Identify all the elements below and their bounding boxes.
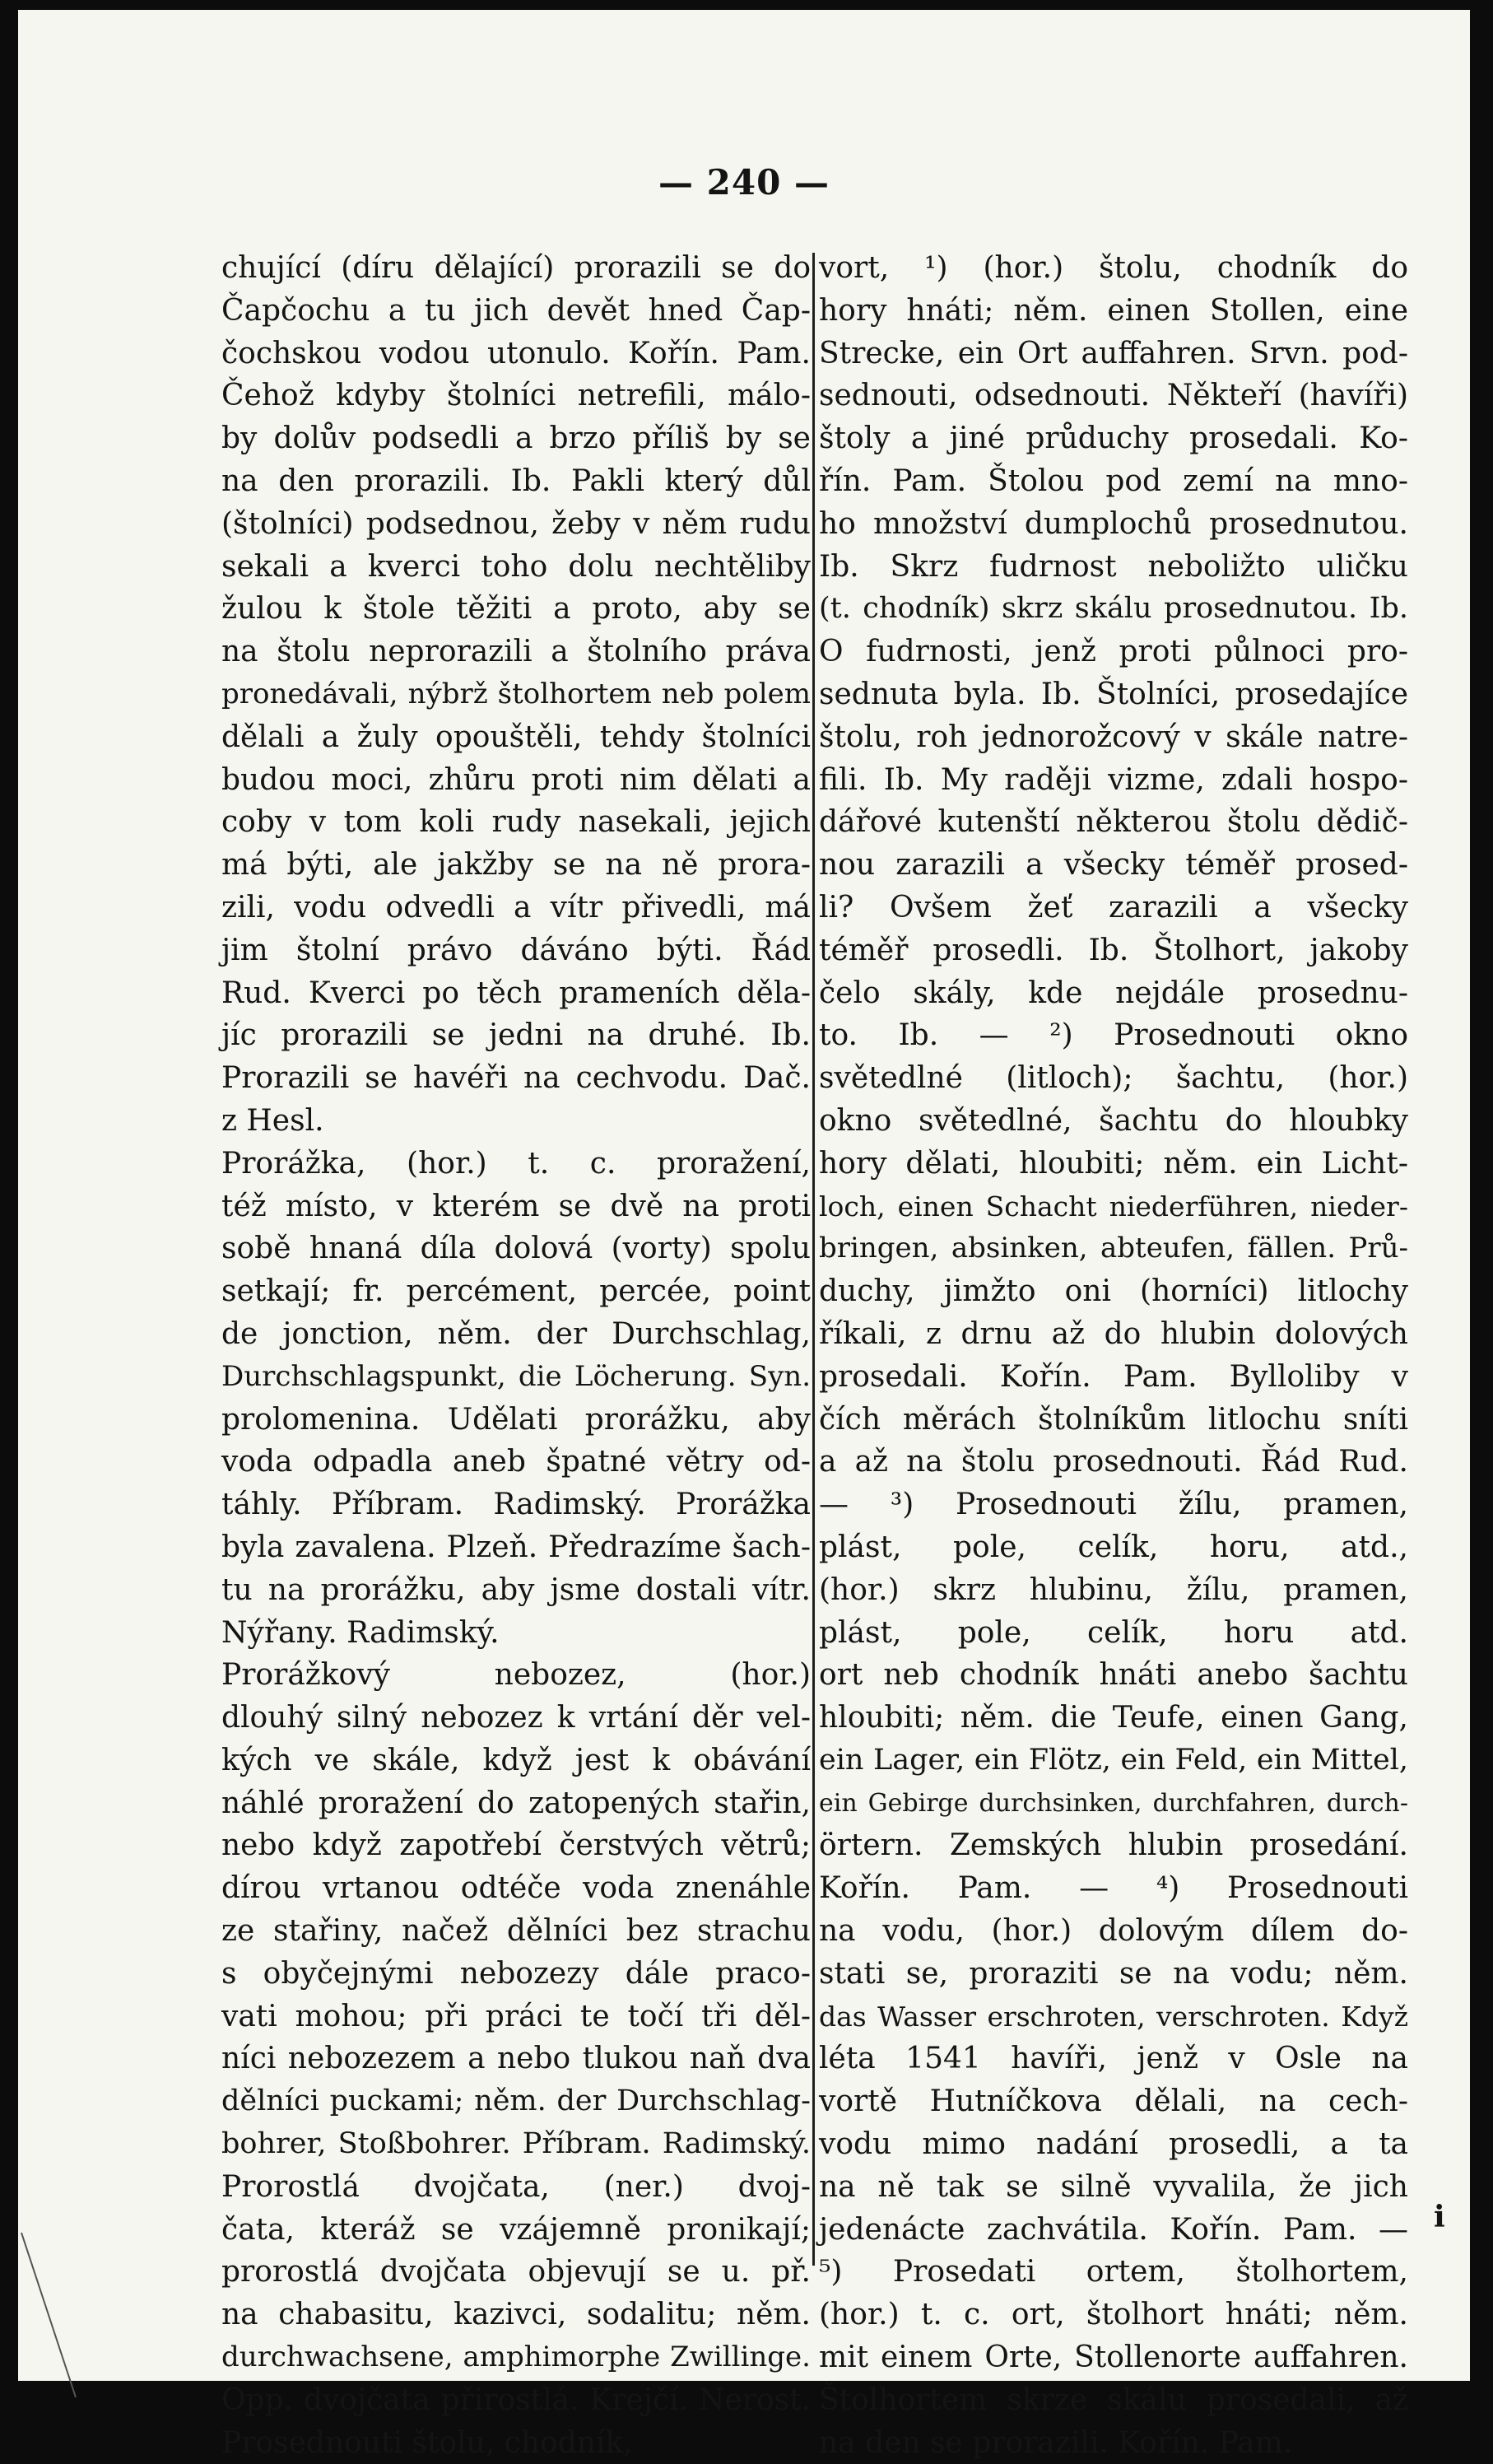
- text-line: Čapčochu a tu jich devět hned Čap-: [221, 293, 811, 328]
- text-line: na štolu neprorazili a štolního práva: [221, 635, 811, 669]
- text-line: duchy, jimžto oni (horníci) litlochy: [819, 1274, 1408, 1309]
- text-line: dělali a žuly opouštěli, tehdy štolníci: [221, 720, 811, 754]
- right-text-column: [819, 247, 1408, 2464]
- text-line: Prorostlá dvojčata, (ner.) dvoj-: [221, 2169, 811, 2204]
- text-line: Strecke, ein Ort auffahren. Srvn. pod-: [819, 336, 1408, 370]
- text-line: a až na štolu prosednouti. Řád Rud.: [819, 1445, 1408, 1479]
- left-text-column: [221, 247, 811, 2464]
- text-line: nebo když zapotřebí čerstvých větrů;: [221, 1828, 811, 1863]
- text-line: též místo, v kterém se dvě na proti: [221, 1189, 811, 1223]
- text-line: li? Ovšem žeť zarazili a všecky: [819, 890, 1408, 925]
- text-line: prosedali. Kořín. Pam. Bylloliby v: [819, 1359, 1408, 1394]
- text-line: na chabasitu, kazivci, sodalitu; něm.: [221, 2298, 811, 2332]
- text-line: světedlné (litloch); šachtu, (hor.): [819, 1061, 1408, 1096]
- text-line: jíc prorazili se jedni na druhé. Ib.: [221, 1018, 811, 1053]
- text-line: örtern. Zemských hlubin prosedání.: [819, 1828, 1408, 1863]
- text-line: (hor.) skrz hlubinu, žílu, pramen,: [819, 1572, 1408, 1607]
- text-line: hory hnáti; něm. einen Stollen, eine: [819, 293, 1408, 328]
- text-line: ein Lager, ein Flötz, ein Feld, ein Mittel,: [819, 1743, 1408, 1777]
- text-line: Ib. Skrz fudrnost neboližto uličku: [819, 549, 1408, 584]
- text-line: okno světedlné, šachtu do hloubky: [819, 1103, 1408, 1138]
- text-line: Prorazili se havéři na cechvodu. Dač.: [221, 1061, 811, 1096]
- text-line: to. Ib. — ²) Prosednouti okno: [819, 1018, 1408, 1053]
- text-line: Prorážka, (hor.) t. c. proražení,: [221, 1146, 811, 1181]
- text-line: setkají; fr. percément, percée, point: [221, 1274, 811, 1309]
- text-line: prolomenina. Udělati prorážku, aby: [221, 1402, 811, 1437]
- text-line: mit einem Orte, Stollenorte auffahren.: [819, 2341, 1408, 2375]
- text-line: vodu mimo nadání prosedli, a ta: [819, 2127, 1408, 2162]
- text-line: na ně tak se silně vyvalila, že jich: [819, 2169, 1408, 2204]
- text-line: říkali, z drnu až do hlubin dolových: [819, 1316, 1408, 1351]
- text-line: kých ve skále, když jest k obávání: [221, 1743, 811, 1777]
- text-line: jim štolní právo dáváno býti. Řád: [221, 933, 811, 967]
- text-line: ⁵) Prosedati ortem, štolhortem,: [819, 2255, 1408, 2289]
- text-line: byla zavalena. Plzeň. Předrazíme šach-: [221, 1530, 811, 1564]
- text-line: štoly a jiné průduchy prosedali. Ko-: [819, 422, 1408, 456]
- text-line: (t. chodník) skrz skálu prosednutou. Ib.: [819, 592, 1408, 626]
- text-line: fili. Ib. My raději vizme, zdali hospo-: [819, 762, 1408, 797]
- text-line: táhly. Příbram. Radimský. Prorážka: [221, 1488, 811, 1522]
- text-line: O fudrnosti, jenž proti půlnoci pro-: [819, 635, 1408, 669]
- text-line: čata, kteráž se vzájemně pronikají;: [221, 2212, 811, 2247]
- scan-edge-line: [18, 2233, 84, 2397]
- text-line: dírou vrtanou odtéče voda znenáhle: [221, 1871, 811, 1906]
- text-line: jedenácte zachvátila. Kořín. Pam. —: [819, 2212, 1408, 2247]
- text-line: Rud. Kverci po těch prameních děla-: [221, 976, 811, 1010]
- text-line: z Hesl.: [221, 1103, 324, 1138]
- text-line: prorostlá dvojčata objevují se u. př.: [221, 2255, 811, 2289]
- text-line: voda odpadla aneb špatné větry od-: [221, 1445, 811, 1479]
- text-line: durchwachsene, amphimorphe Zwillinge.: [221, 2341, 811, 2374]
- text-line: čelo skály, kde nejdále prosednu-: [819, 976, 1408, 1010]
- text-line: Nýřany. Radimský.: [221, 1615, 500, 1650]
- text-line: vati mohou; při práci te točí tři děl-: [221, 1999, 811, 2033]
- dictionary-page: [18, 10, 1470, 2460]
- text-line: de jonction, něm. der Durchschlag,: [221, 1316, 811, 1351]
- text-line: das Wasser erschroten, verschroten. Když: [819, 2000, 1408, 2033]
- text-line: řín. Pam. Štolou pod zemí na mno-: [819, 463, 1408, 498]
- text-line: žulou k štole těžiti a proto, aby se: [221, 592, 811, 626]
- text-line: sednouti, odsednouti. Někteří (havíři): [819, 379, 1408, 413]
- text-line: Čehož kdyby štolníci netrefili, málo-: [221, 379, 811, 413]
- text-line: Štolhortem skrze skálu prosedali, až: [819, 2382, 1408, 2417]
- text-line: loch, einen Schacht niederführen, nieder-: [819, 1190, 1408, 1223]
- text-line: tu na prorážku, aby jsme dostali vítr.: [221, 1572, 811, 1607]
- text-line: léta 1541 havíři, jenž v Osle na: [819, 2042, 1408, 2076]
- text-line: na den prorazili. Ib. Pakli který důl: [221, 463, 811, 498]
- text-line: by dolův podsedli a brzo příliš by se: [221, 422, 811, 456]
- text-line: chující (díru dělající) prorazili se do: [221, 251, 811, 285]
- text-line: nou zarazili a všecky téměř prosed-: [819, 848, 1408, 883]
- text-line: čochskou vodou utonulo. Kořín. Pam.: [221, 336, 811, 370]
- text-line: stati se, proraziti se na vodu; něm.: [819, 1956, 1408, 1991]
- text-line: na vodu, (hor.) dolovým dílem do-: [819, 1914, 1408, 1949]
- text-line: hloubiti; něm. die Teufe, einen Gang,: [819, 1701, 1408, 1735]
- text-line: má býti, ale jakžby se na ně prora-: [221, 848, 811, 883]
- margin-mark: i: [1434, 2200, 1445, 2234]
- text-line: sednuta byla. Ib. Štolníci, prosedajíce: [819, 677, 1408, 711]
- text-line: Prosednouti štolu, chodník,: [221, 2425, 633, 2460]
- column-divider: [812, 253, 815, 2266]
- text-line: pronedávali, nýbrž štolhortem neb polem: [221, 677, 811, 710]
- text-line: budou moci, zhůru proti nim dělati a: [221, 762, 811, 797]
- text-line: s obyčejnými nebozezy dále praco-: [221, 1956, 811, 1991]
- text-line: (hor.) t. c. ort, štolhort hnáti; něm.: [819, 2298, 1408, 2332]
- text-line: coby v tom koli rudy nasekali, jejich: [221, 805, 811, 840]
- text-line: ort neb chodník hnáti anebo šachtu: [819, 1658, 1408, 1693]
- text-line: Opp. dvojčata přirostlá. Krejčí. Nerost.: [221, 2382, 811, 2417]
- text-line: bringen, absinken, abteufen, fällen. Prů-: [819, 1232, 1408, 1265]
- text-line: náhlé proražení do zatopených stařin,: [221, 1786, 811, 1820]
- text-line: plást, pole, celík, horu atd.: [819, 1615, 1408, 1650]
- text-line: níci nebozezem a nebo tlukou naň dva: [221, 2042, 811, 2076]
- text-line: čích měrách štolníkům litlochu sníti: [819, 1402, 1408, 1437]
- text-line: vortě Hutníčkova dělali, na cech-: [819, 2084, 1408, 2119]
- text-line: hory dělati, hloubiti; něm. ein Licht-: [819, 1146, 1408, 1181]
- text-line: (štolníci) podsednou, žeby v něm rudu: [221, 506, 811, 541]
- text-line: na den se prorazili. Kořín. Pam.: [819, 2425, 1293, 2460]
- text-line: — ³) Prosednouti žílu, pramen,: [819, 1488, 1408, 1522]
- text-line: ze stařiny, načež dělníci bez strachu: [221, 1914, 811, 1949]
- text-line: sekali a kverci toho dolu nechtěliby: [221, 549, 811, 584]
- text-line: štolu, roh jednorožcový v skále natre-: [819, 720, 1408, 754]
- text-line: ein Gebirge durchsinken, durchfahren, durch-: [819, 1788, 1408, 1818]
- text-line: vort, ¹) (hor.) štolu, chodník do: [819, 251, 1408, 285]
- text-line: dělníci puckami; něm. der Durchschlag-: [221, 2084, 811, 2118]
- text-line: zili, vodu odvedli a vítr přivedli, má: [221, 890, 811, 925]
- text-line: sobě hnaná díla dolová (vorty) spolu: [221, 1232, 811, 1266]
- text-line: plást, pole, celík, horu, atd.,: [819, 1530, 1408, 1564]
- text-line: Kořín. Pam. — ⁴) Prosednouti: [819, 1871, 1408, 1906]
- text-line: bohrer, Stoßbohrer. Příbram. Radimský.: [221, 2127, 811, 2161]
- text-line: dlouhý silný nebozez k vrtání děr vel-: [221, 1701, 811, 1735]
- text-line: Prorážkový nebozez, (hor.): [221, 1658, 811, 1693]
- page-number: — 240 —: [658, 162, 830, 203]
- text-line: Durchschlagspunkt, die Löcherung. Syn.: [221, 1359, 811, 1393]
- text-line: dářové kutenští některou štolu dědič-: [819, 805, 1408, 840]
- text-line: téměř prosedli. Ib. Štolhort, jakoby: [819, 933, 1408, 967]
- text-line: ho množství dumplochů prosednutou.: [819, 506, 1408, 541]
